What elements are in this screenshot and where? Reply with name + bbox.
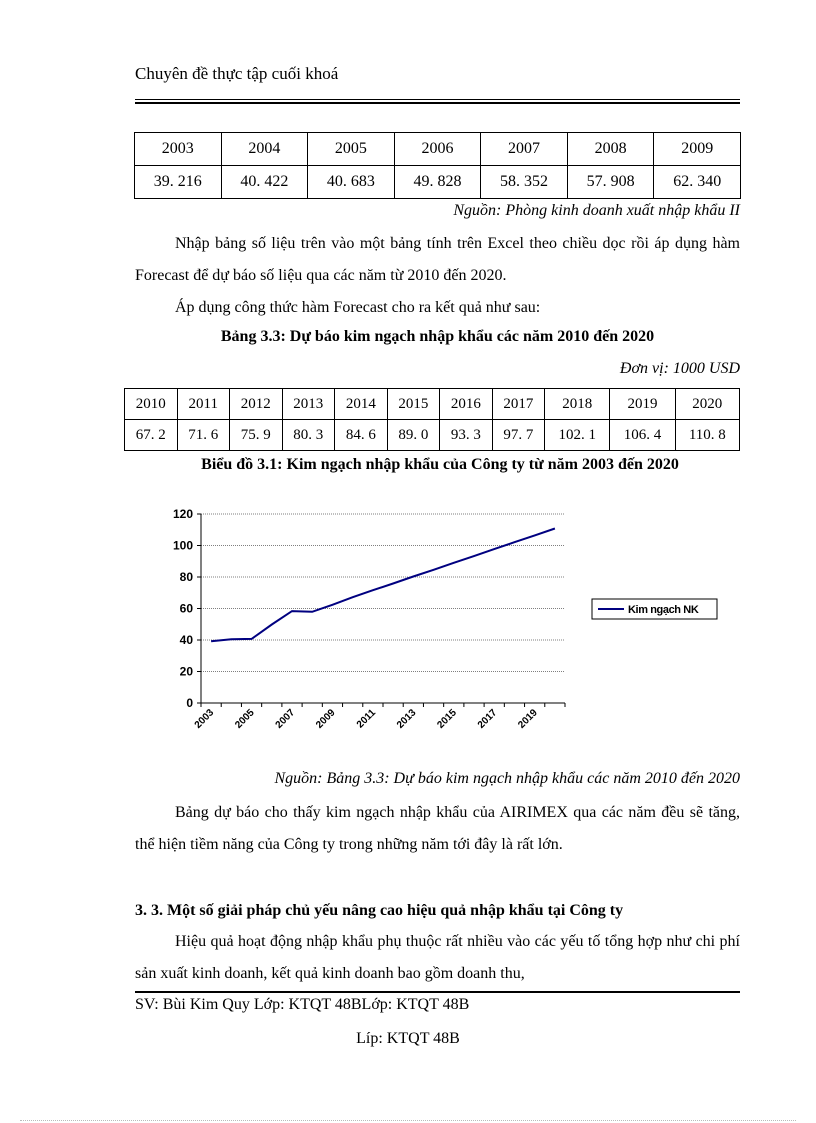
table-cell: 102. 1 bbox=[545, 420, 610, 451]
table-cell: 40. 422 bbox=[221, 166, 308, 199]
table-cell: 39. 216 bbox=[135, 166, 222, 199]
paragraph-forecast-conclusion: Bảng dự báo cho thấy kim ngạch nhập khẩu của AIRIMEX qua các năm đều sẽ tăng, thể hiện tiềm năng của Công ty trong những năm tới đây là rất lớn. bbox=[135, 804, 740, 853]
footer-rule bbox=[135, 991, 740, 993]
table-cell: 58. 352 bbox=[481, 166, 568, 199]
chart-source-note: Nguồn: Bảng 3.3: Dự báo kim ngạch nhập khẩu các năm 2010 đến 2020 bbox=[274, 770, 740, 787]
import-value-line-chart bbox=[160, 502, 735, 755]
y-tick-label: 80 bbox=[179, 570, 193, 584]
table-cell: 67. 2 bbox=[125, 420, 178, 451]
table2-title: Bảng 3.3: Dự báo kim ngạch nhập khẩu các năm 2010 đến 2020 bbox=[220, 328, 655, 345]
y-tick-label: 120 bbox=[172, 507, 193, 521]
table-cell: 62. 340 bbox=[654, 166, 741, 199]
table-cell: 2018 bbox=[545, 389, 610, 420]
table-cell: 110. 8 bbox=[675, 420, 739, 451]
table-cell: 2006 bbox=[394, 133, 481, 166]
paragraph-import-efficiency: Hiệu quả hoạt động nhập khẩu phụ thuộc rất nhiều vào các yếu tố tổng hợp như chi phí sản xuất kinh doanh, kết quả kinh doanh bao gồm doanh thu, bbox=[135, 933, 740, 982]
table2-unit-note: Đơn vị: 1000 USD bbox=[619, 360, 740, 377]
table1-source-note: Nguồn: Phòng kinh doanh xuất nhập khẩu II bbox=[453, 202, 740, 219]
table-cell: 2005 bbox=[308, 133, 395, 166]
y-tick-label: 60 bbox=[179, 601, 193, 616]
header-rule-thick bbox=[135, 102, 740, 104]
table-cell: 2007 bbox=[481, 133, 568, 166]
x-tick-label: 2017 bbox=[475, 707, 500, 731]
page-bottom-edge bbox=[20, 1120, 796, 1121]
table-cell: 84. 6 bbox=[335, 420, 388, 451]
y-tick-label: 40 bbox=[179, 633, 193, 647]
table-cell: 2012 bbox=[230, 389, 283, 420]
table-cell: 2015 bbox=[387, 389, 440, 420]
table-cell: 75. 9 bbox=[230, 420, 283, 451]
table-cell: 93. 3 bbox=[440, 420, 493, 451]
x-tick-label: 2015 bbox=[435, 707, 459, 731]
table-cell: 2008 bbox=[567, 133, 654, 166]
y-tick-label: 20 bbox=[179, 664, 193, 679]
table-cell: 2017 bbox=[492, 389, 545, 420]
table-cell: 49. 828 bbox=[394, 166, 481, 199]
header-rule-thin bbox=[135, 99, 740, 100]
table-cell: 71. 6 bbox=[177, 420, 230, 451]
x-tick-label: 2013 bbox=[394, 707, 419, 731]
table-row bbox=[125, 420, 740, 451]
x-tick-label: 2009 bbox=[314, 707, 338, 731]
paragraph-excel-forecast: Nhập bảng số liệu trên vào một bảng tính trên Excel theo chiều dọc rồi áp dụng hàm Forecast để dự báo số liệu qua các năm từ 2010 đến 2020. bbox=[135, 235, 740, 284]
x-tick-label: 2011 bbox=[354, 707, 379, 731]
table-cell: 2019 bbox=[610, 389, 675, 420]
table-cell: 2003 bbox=[135, 133, 222, 166]
table-row bbox=[135, 166, 741, 199]
page-header-title: Chuyên đề thực tập cuối khoá bbox=[135, 64, 339, 83]
y-tick-label: 0 bbox=[186, 696, 193, 710]
import-value-table-2003-2009 bbox=[134, 132, 741, 199]
paragraph-forecast-result: Áp dụng công thức hàm Forecast cho ra kết quả như sau: bbox=[175, 299, 541, 316]
table-cell: 2014 bbox=[335, 389, 388, 420]
table-cell: 2011 bbox=[177, 389, 230, 420]
x-tick-label: 2019 bbox=[516, 707, 540, 731]
table-row bbox=[135, 133, 741, 166]
section-heading: 3. 3. Một số giải pháp chủ yếu nâng cao hiệu quả nhập khẩu tại Công ty bbox=[135, 902, 624, 919]
table-cell: 89. 0 bbox=[387, 420, 440, 451]
chart-title: Biểu đồ 3.1: Kim ngạch nhập khẩu của Công ty từ năm 2003 đến 2020 bbox=[201, 456, 679, 473]
table-cell: 2010 bbox=[125, 389, 178, 420]
y-tick-label: 100 bbox=[172, 538, 193, 553]
table-cell: 2016 bbox=[440, 389, 493, 420]
table-cell: 97. 7 bbox=[492, 420, 545, 451]
legend-label: Kim ngạch NK bbox=[628, 604, 699, 616]
table-cell: 40. 683 bbox=[308, 166, 395, 199]
x-tick-label: 2003 bbox=[192, 707, 217, 731]
footer-class-line: Líp: KTQT 48B bbox=[356, 1030, 460, 1047]
table-cell: 2009 bbox=[654, 133, 741, 166]
forecast-table-2010-2020 bbox=[124, 388, 740, 451]
x-tick-label: 2005 bbox=[233, 707, 257, 731]
x-tick-label: 2007 bbox=[273, 707, 298, 731]
table-cell: 80. 3 bbox=[282, 420, 335, 451]
table-cell: 106. 4 bbox=[610, 420, 675, 451]
table-row bbox=[125, 389, 740, 420]
footer-student-line: SV: Bùi Kim Quy Lớp: KTQT 48BLớp: KTQT 48B bbox=[135, 996, 470, 1013]
table-cell: 2004 bbox=[221, 133, 308, 166]
table-cell: 2013 bbox=[282, 389, 335, 420]
table-cell: 57. 908 bbox=[567, 166, 654, 199]
table-cell: 2020 bbox=[675, 389, 739, 420]
